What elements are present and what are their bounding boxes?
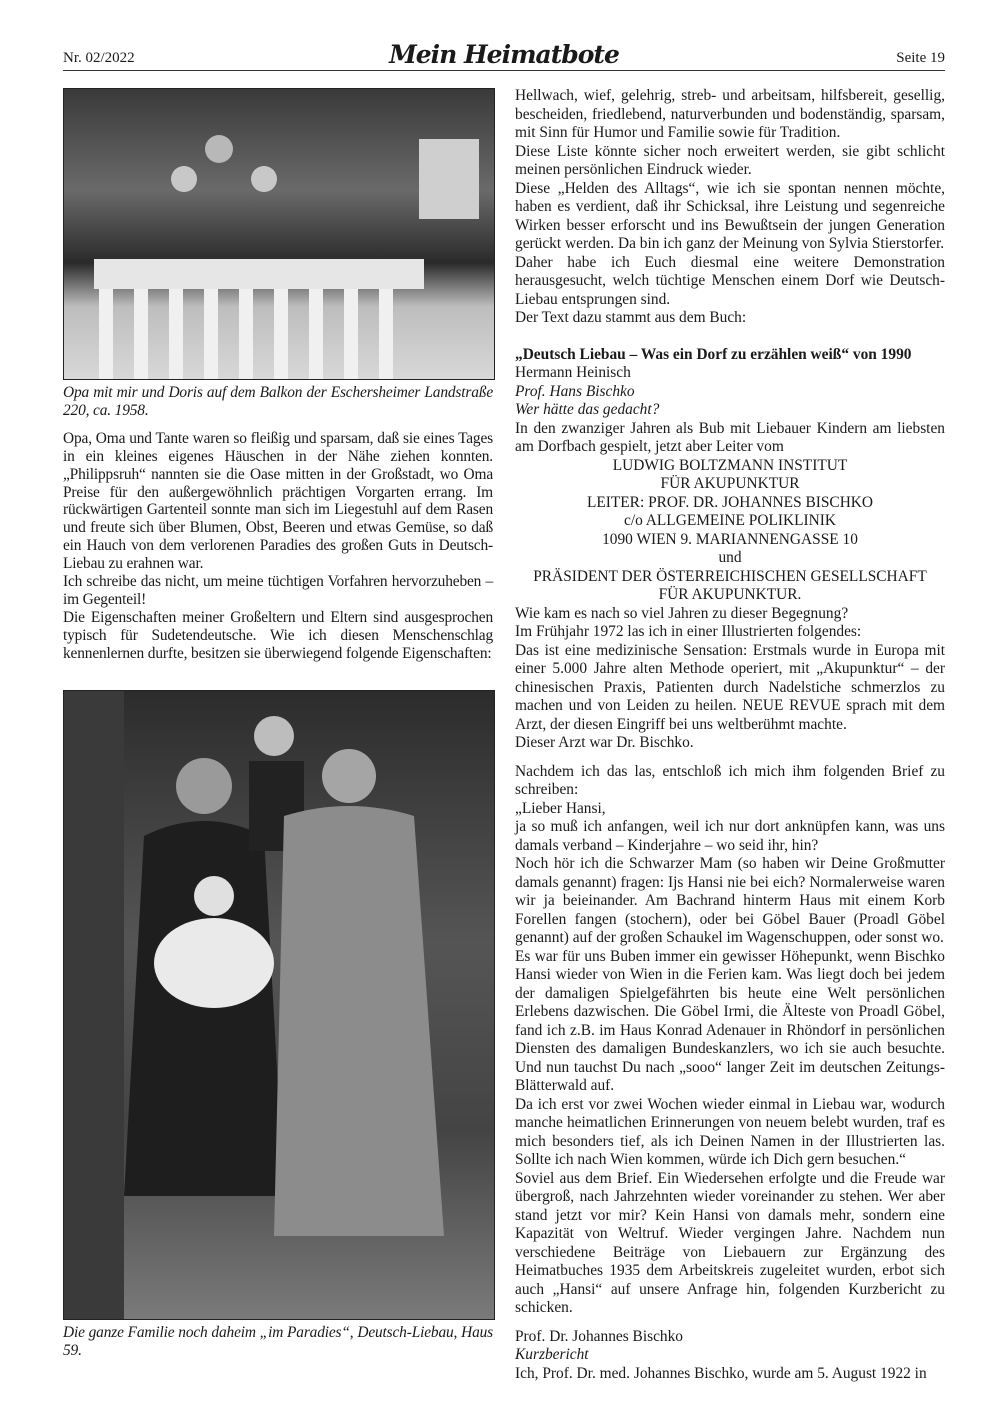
paragraph: Diese „Helden des Alltags“, wie ich sie spontan nennen möchte, haben es verdient, daß ihr Schicksal, ihre Leistung und segenreiche Wirken besser erforscht und ins Bewußtsein der jungen Generation gerückt werden. Da bin ich ganz der Meinung von Sylvia Stierstorfer. bbox=[515, 179, 945, 252]
paragraph: Daher habe ich Euch diesmal eine weitere Demonstration herausgesucht, welch tüchtige Menschen einem Dorf wie Deutsch-Liebau entsprungen sind. bbox=[515, 253, 945, 308]
paragraph: Nachdem ich das las, entschloß ich mich ihm folgenden Brief zu schreiben: bbox=[515, 762, 945, 798]
address-line: PRÄSIDENT DER ÖSTERREICHISCHEN GESELLSCHAFT bbox=[533, 567, 927, 585]
subtitle: Wer hätte das gedacht? bbox=[515, 401, 660, 418]
paragraph: Wie kam es nach so viel Jahren zu dieser Begegnung? bbox=[515, 604, 849, 622]
balcony-photo bbox=[63, 88, 495, 380]
address-line: und bbox=[718, 549, 742, 566]
paragraph: „Lieber Hansi, bbox=[515, 799, 606, 817]
subject: Prof. Hans Bischko bbox=[515, 382, 635, 400]
paragraph: Die Eigenschaften meiner Großeltern und Eltern sind ausgesprochen typisch für Sudetendeutsche. Wie ich diesen Menschenschlag kennenlernen durfte, besitzen sie überwiegend folgende Eigenschaften: bbox=[63, 608, 493, 662]
page-header bbox=[63, 40, 945, 71]
masthead-logo: Mein Heimatbote bbox=[389, 40, 619, 69]
paragraph: Der Text dazu stammt aus dem Buch: bbox=[515, 309, 747, 326]
balcony-photo-image bbox=[64, 89, 494, 379]
address-line: LUDWIG BOLTZMANN INSTITUT bbox=[612, 456, 848, 474]
paragraph: Hellwach, wief, gelehrig, streb- und arbeitsam, hilfsbereit, gesellig, bescheiden, friedlebend, naturverbunden und bodenständig, sparsam, mit Sinn für Humor und Familie sowie für Tradition. bbox=[515, 87, 945, 141]
paragraph: Im Frühjahr 1972 las ich in einer Illustrierten folgendes: bbox=[515, 623, 862, 640]
author: Hermann Heinisch bbox=[515, 364, 631, 381]
report-label: Kurzbericht bbox=[515, 1346, 589, 1363]
photo2-caption: Die ganze Familie noch daheim „im Paradies“, Deutsch-Liebau, Haus 59. bbox=[63, 1324, 493, 1359]
book-title: „Deutsch Liebau – Was ein Dorf zu erzählen weiß“ von 1990 bbox=[515, 345, 912, 363]
paragraph: Diese Liste könnte sicher noch erweitert werden, sie gibt schlicht meinen persönlichen Eindruck wieder. bbox=[515, 142, 945, 178]
address-line: LEITER: PROF. DR. JOHANNES BISCHKO bbox=[586, 493, 874, 511]
address-line: c/o ALLGEMEINE POLIKLINIK bbox=[623, 512, 836, 529]
paragraph: In den zwanziger Jahren als Bub mit Liebauer Kindern am liebsten am Dorfbach gespielt, jetzt aber Leiter vom bbox=[515, 419, 945, 455]
paragraph: Es war für uns Buben immer ein gewisser Höhepunkt, wenn Bischko Hansi wieder von Wien in die Ferien kam. Was liegt doch bei jedem der damaligen Spielgefährten bis heute eine Welt persönlichen Erlebens dazwischen. Die Göbel Irmi, die Älteste von Proadl Göbel, fand ich z.B. im Haus Konrad Adenauer in Rhöndorf in persönlichen Diensten des damaligen Bundeskanzlers, wo ich sie auch besuchte. Und nun tauchst Du nach „sooo“ langer Zeit im deutschen Zeitungs-Blätterwald auf. bbox=[515, 947, 945, 1094]
address-line: 1090 WIEN 9. MARIANNENGASSE 10 bbox=[602, 530, 858, 548]
paragraph: Das ist eine medizinische Sensation: Erstmals wurde in Europa mit einer 5.000 Jahre alten Methode operiert, mit „Akupunktur“ – der chinesischen Praxis, Patienten durch Nadelstiche schmerzlos zu machen und von Leiden zu heilen. NEUE REVUE sprach mit dem Arzt, der diesen Eingriff bei uns weltberühmt machte. bbox=[515, 641, 945, 733]
family-photo-image bbox=[64, 691, 494, 1319]
report-author: Prof. Dr. Johannes Bischko bbox=[515, 1327, 684, 1345]
paragraph: Dieser Arzt war Dr. Bischko. bbox=[515, 734, 694, 751]
paragraph: Soviel aus dem Brief. Ein Wiedersehen erfolgte und die Freude war übergroß, nach Jahrzehnten wieder voreinander zu stehen. Wer aber stand jetzt vor mir? Kein Hansi von damals mehr, sondern eine Kapazität von Weltruf. Wieder vergingen Jahre. Nachdem nun verschiedene Beiträge von Liebauern zur Ergänzung des Heimatbuches 1935 dem Arbeitskreis zugeleitet wurden, erbot sich auch „Hansi“ auf unsere Anfrage hin, folgenden Kurzbericht zu schicken. bbox=[515, 1169, 945, 1316]
address-line: FÜR AKUPUNKTUR. bbox=[658, 586, 802, 603]
paragraph: Da ich erst vor zwei Wochen wieder einmal in Liebau war, wodurch manche heimatlichen Erinnerungen von neuem belebt wurden, traf es mich besonders tief, als ich Deinen Namen in der Illustrierten las. Sollte ich nach Wien kommen, würde ich Dich gern besuchen.“ bbox=[515, 1095, 945, 1168]
paragraph: Ich schreibe das nicht, um meine tüchtigen Vorfahren hervorzuheben – im Gegenteil! bbox=[63, 573, 493, 608]
page-number: Seite 19 bbox=[896, 50, 945, 66]
paragraph: Noch hör ich die Schwarzer Mam (so haben wir Deine Großmutter damals genannt) fragen: Ijs Hansi nie bei eich? Normalerweise waren wir ja beieinander. Am Bachrand hinterm Haus mit einem Korb Forellen fangen (stochern), oder bei Göbel Bauer (Proadl Göbel genannt) auf der großen Schaukel im Wagenschuppen, oder sonst wo. bbox=[515, 855, 945, 946]
right-column bbox=[515, 87, 945, 1383]
paragraph: ja so muß ich anfangen, weil ich nur dort anknüpfen kann, was uns damals verband – Kinderjahre – wo seid ihr, hin? bbox=[515, 818, 945, 854]
family-photo bbox=[63, 690, 495, 1320]
address-line: FÜR AKUPUNKTUR bbox=[660, 475, 800, 492]
paragraph: Ich, Prof. Dr. med. Johannes Bischko, wurde am 5. August 1922 in bbox=[515, 1364, 927, 1382]
paragraph: Opa, Oma und Tante waren so fleißig und sparsam, daß sie eines Tages in ein kleines eigenes Häuschen in der Nähe ziehen konnten. „Philippsruh“ nannten sie die Oase mitten in der Großstadt, wo Oma Preise für den außergewöhnlich prächtigen Vorgarten errang. Im rückwärtigen Gartenteil sonnte man sich im Liegestuhl auf dem Rasen und freute sich über Blumen, Obst, Beeren und etwas Gemüse, so daß ein Hauch von dem verlorenen Paradies des großen Guts in Deutsch-Liebau zu erahnen war. bbox=[63, 429, 493, 573]
issue-number: Nr. 02/2022 bbox=[63, 50, 135, 66]
photo1-caption: Opa mit mir und Doris auf dem Balkon der Eschersheimer Landstraße 220, ca. 1958. bbox=[63, 384, 493, 419]
